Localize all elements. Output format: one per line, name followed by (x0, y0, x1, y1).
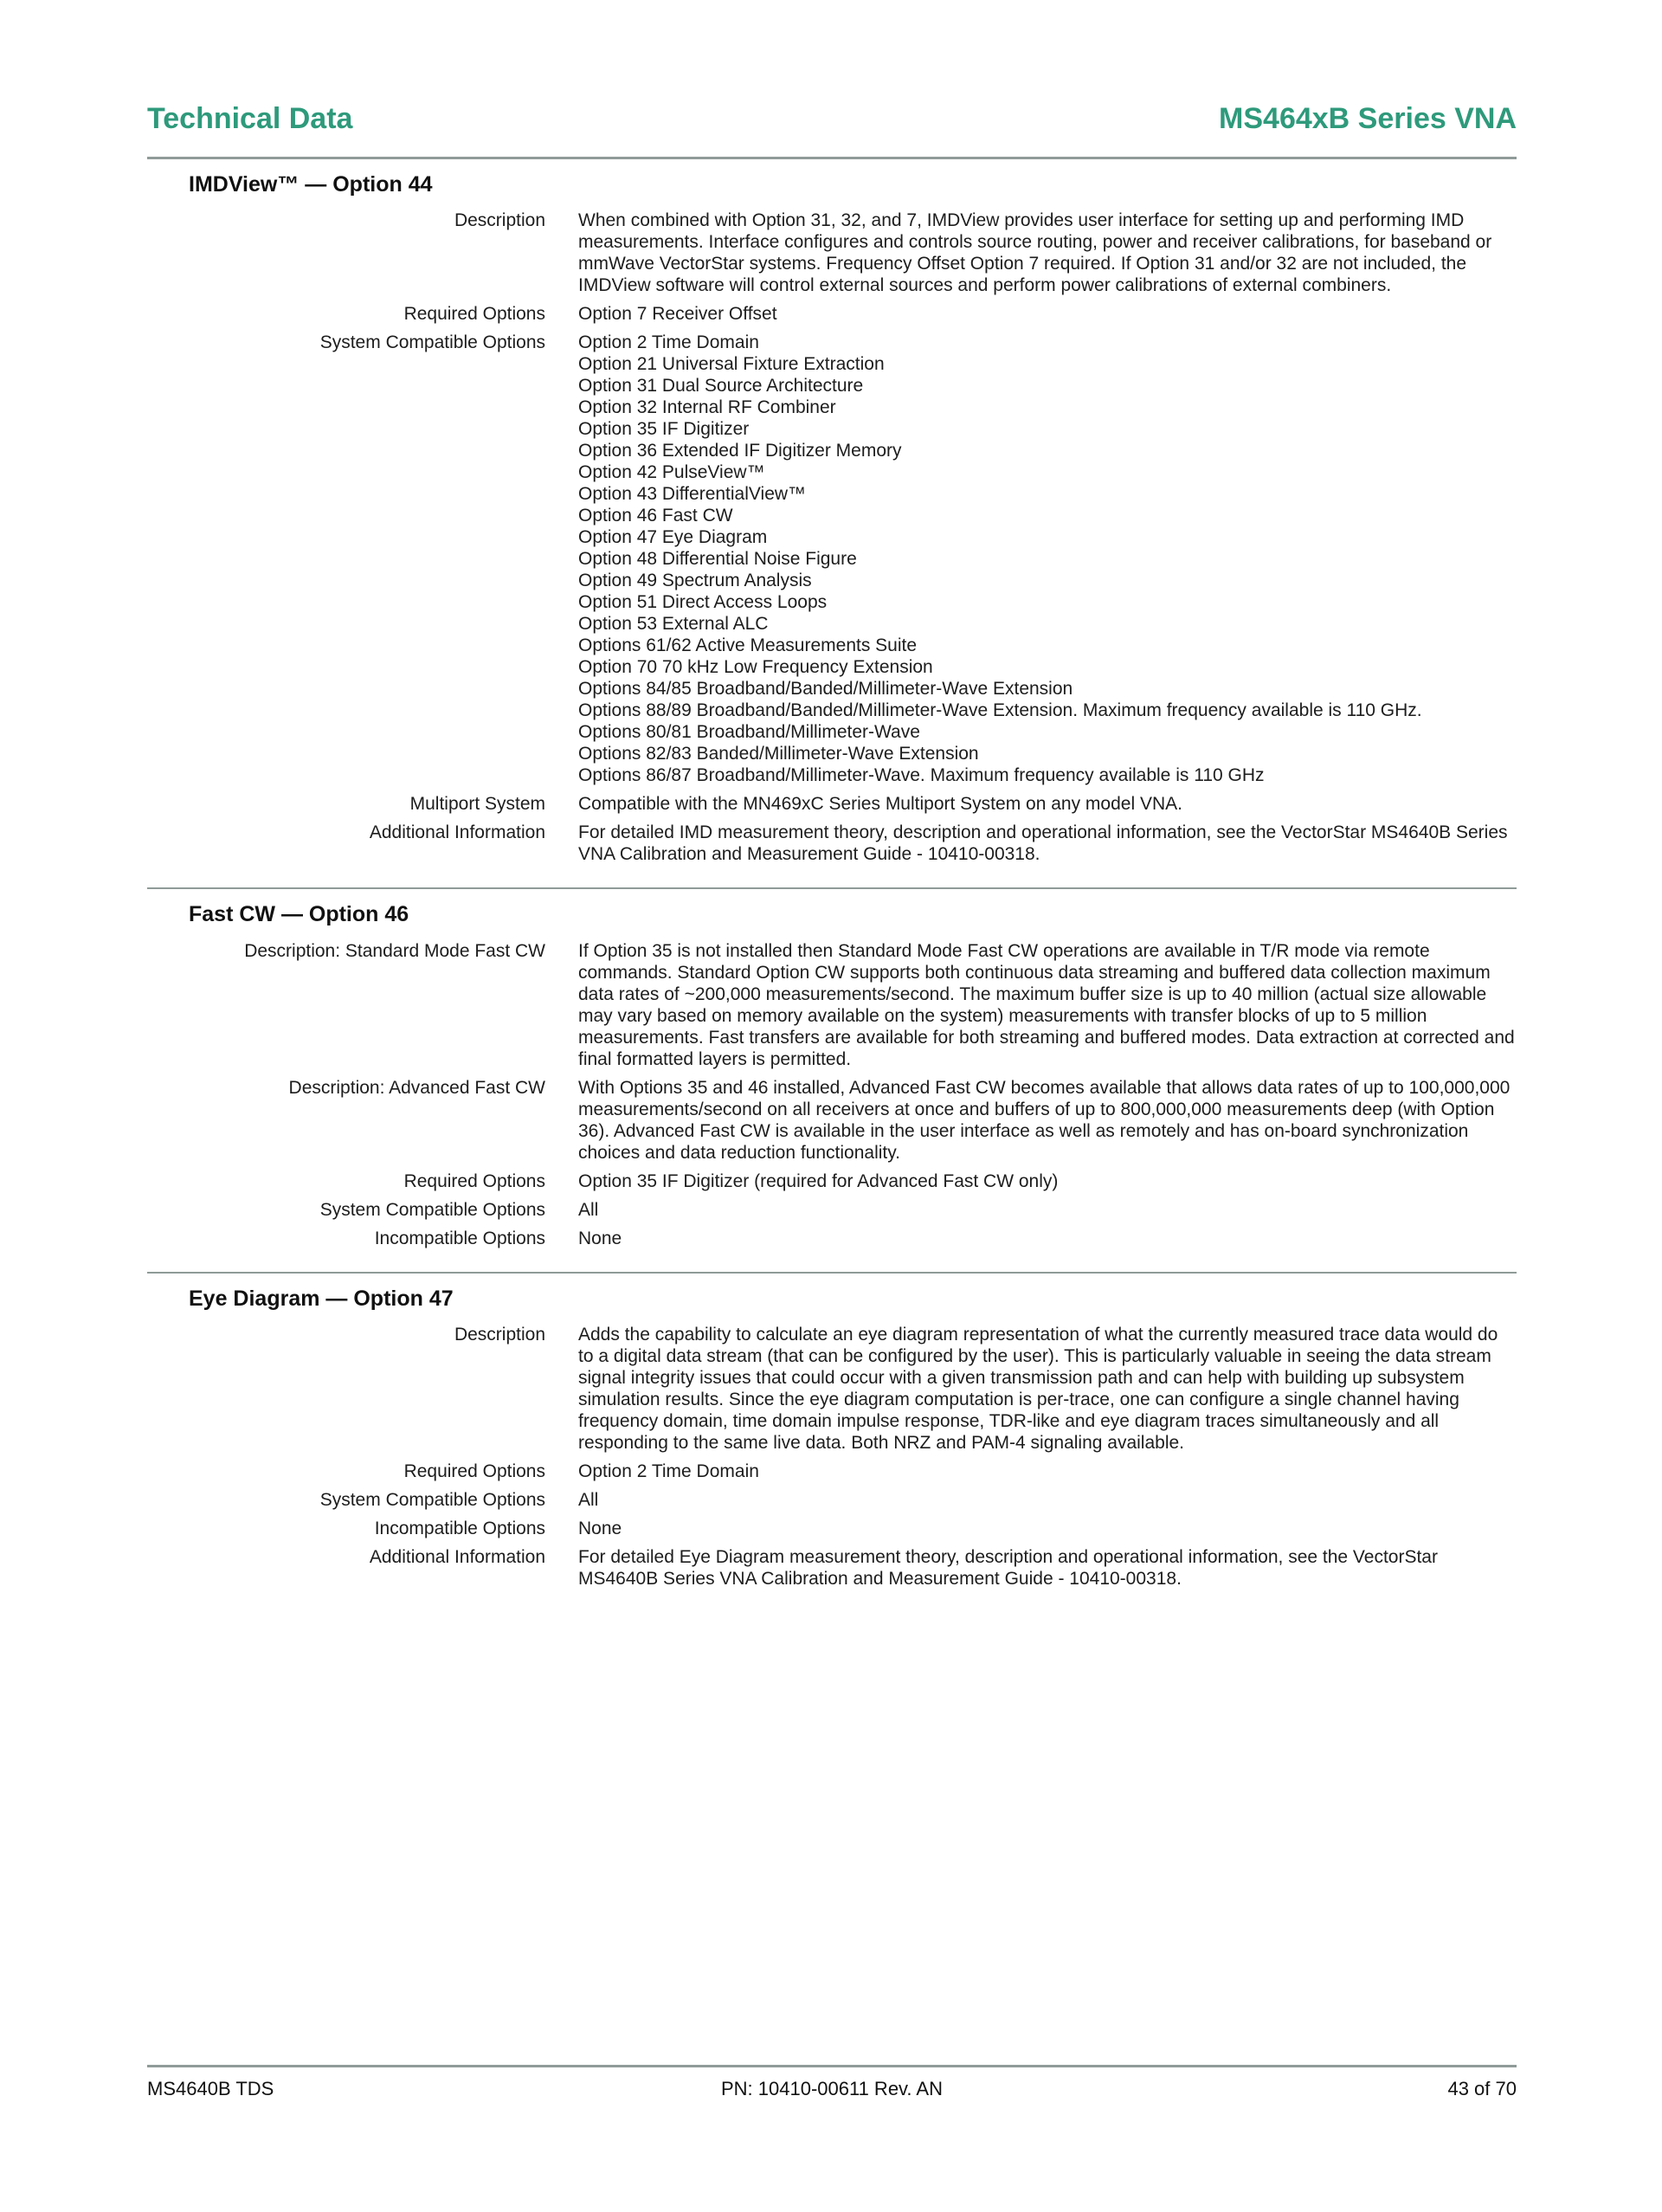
value-line: Compatible with the MN469xC Series Multiport System on any model VNA. (578, 794, 1182, 815)
value-line: Option 35 IF Digitizer (578, 419, 750, 440)
value-line: All (578, 1199, 599, 1220)
page-header (147, 0, 1517, 159)
section-divider (147, 1272, 1517, 1274)
section-imdview-option-44 (147, 171, 1517, 865)
spec-row (147, 822, 1517, 865)
row-value (578, 1170, 1517, 1192)
section-eye-diagram-option-47 (147, 1286, 1517, 1590)
row-value (578, 793, 1517, 815)
spec-row (147, 1199, 1517, 1221)
row-label: Additional Information (369, 822, 545, 843)
spec-row (147, 303, 1517, 325)
footer-part-number: PN: 10410-00611 Rev. AN (720, 2078, 943, 2099)
document-title: Technical Data (147, 102, 353, 135)
row-value (578, 1518, 1517, 1539)
footer-page-number: 43 of 70 (1447, 2078, 1517, 2099)
row-label: Description: Advanced Fast CW (288, 1077, 545, 1098)
page-footer (147, 2065, 1517, 2100)
section-title: Fast CW — Option 46 (189, 902, 409, 927)
row-label: System Compatible Options (319, 1489, 545, 1510)
value-line: Option 31 Dual Source Architecture (578, 376, 864, 397)
value-line: Option 49 Spectrum Analysis (578, 571, 812, 591)
row-value (578, 1324, 1517, 1454)
value-line: All (578, 1489, 599, 1510)
row-label: Incompatible Options (374, 1518, 545, 1538)
value-line: Option 2 Time Domain (578, 1461, 759, 1481)
spec-row (147, 1228, 1517, 1249)
spec-row (147, 1324, 1517, 1454)
value-line: Option 43 DifferentialView™ (578, 484, 807, 505)
value-line: Option 7 Receiver Offset (578, 304, 777, 325)
row-value (578, 210, 1517, 296)
value-line: For detailed IMD measurement theory, description and operational information, see the VectorStar MS4640B Series VNA Calibration and Measurement Guide - 10410-00318. (578, 822, 1508, 865)
row-value (578, 1077, 1517, 1164)
value-line: Option 70 70 kHz Low Frequency Extension (578, 657, 933, 678)
row-value (578, 1461, 1517, 1482)
spec-row (147, 793, 1517, 815)
spec-row (147, 940, 1517, 1070)
value-line: Option 51 Direct Access Loops (578, 592, 828, 613)
row-label: Multiport System (409, 794, 545, 815)
sections-container (147, 171, 1517, 1590)
row-label: Required Options (403, 1461, 545, 1481)
spec-row (147, 1461, 1517, 1482)
row-label: Incompatible Options (374, 1228, 545, 1248)
row-value (578, 940, 1517, 1070)
value-line: Option 36 Extended IF Digitizer Memory (578, 441, 902, 461)
value-line: Options 86/87 Broadband/Millimeter-Wave. Maximum frequency available is 110 GHz (578, 765, 1265, 786)
spec-row (147, 1518, 1517, 1539)
value-line: Option 2 Time Domain (578, 332, 759, 353)
spec-row (147, 210, 1517, 296)
row-label: Description: Standard Mode Fast CW (244, 940, 545, 961)
footer-document-id: MS4640B TDS (147, 2078, 274, 2099)
value-line: When combined with Option 31, 32, and 7, IMDView provides user interface for setting up and performing IMD measurements. Interface configures and controls source routing, power and receiver calibrations, for baseband or mmWave VectorStar systems. Frequency Offset Option 7 required. If Option 31 and/or 32 are not included, the IMDView software will control external sources and perform power calibrations of external combiners. (578, 210, 1492, 296)
spec-row (147, 1170, 1517, 1192)
value-line: None (578, 1228, 622, 1248)
spec-row (147, 1077, 1517, 1164)
row-label: Description (454, 1324, 545, 1345)
value-line: Option 46 Fast CW (578, 506, 733, 526)
value-line: Options 61/62 Active Measurements Suite (578, 635, 918, 656)
value-line: For detailed Eye Diagram measurement theory, description and operational information, see the VectorStar MS4640B Series VNA Calibration and Measurement Guide - 10410-00318. (578, 1546, 1438, 1589)
row-value (578, 1489, 1517, 1511)
value-line: Options 80/81 Broadband/Millimeter-Wave (578, 722, 920, 743)
value-line: Option 53 External ALC (578, 614, 769, 635)
value-line: Options 88/89 Broadband/Banded/Millimeter-Wave Extension. Maximum frequency available is 110 GHz. (578, 700, 1422, 721)
row-label: System Compatible Options (319, 332, 545, 353)
row-value (578, 1546, 1517, 1590)
value-line: Option 42 PulseView™ (578, 462, 765, 483)
product-series-title: MS464xB Series VNA (1219, 102, 1517, 135)
section-title: Eye Diagram — Option 47 (189, 1286, 454, 1311)
row-value (578, 822, 1517, 865)
value-line: With Options 35 and 46 installed, Advanced Fast CW becomes available that allows data rates of up to 100,000,000 measurements/second on all receivers at once and buffers of up to 800,000,000 measurements deep (with Option 36). Advanced Fast CW is available in the user interface as well as remotely and has on-board synchronization choices and data reduction functionality. (578, 1077, 1511, 1163)
spec-row (147, 1546, 1517, 1590)
value-line: Option 32 Internal RF Combiner (578, 397, 836, 418)
row-value (578, 332, 1517, 786)
value-line: Option 21 Universal Fixture Extraction (578, 354, 885, 375)
section-fast-cw-option-46 (147, 901, 1517, 1248)
value-line: Options 82/83 Banded/Millimeter-Wave Extension (578, 744, 979, 764)
value-line: Option 48 Differential Noise Figure (578, 549, 857, 570)
value-line: Option 35 IF Digitizer (required for Advanced Fast CW only) (578, 1170, 1059, 1191)
page-content (147, 0, 1517, 1596)
value-line: If Option 35 is not installed then Standard Mode Fast CW operations are available in T/R mode via remote commands. Standard Option CW supports both continuous data streaming and buffered data collection maximum data rates of ~200,000 measurements/second. The maximum buffer size is up to 40 million (actual size allowable may vary based on memory available on the system) measurements with transfer blocks of up to 5 million measurements. Fast transfers are available for both streaming and buffered modes. Data extraction at corrected and final formatted layers is permitted. (578, 940, 1515, 1069)
row-label: System Compatible Options (319, 1199, 545, 1220)
row-label: Required Options (403, 304, 545, 325)
spec-row (147, 1489, 1517, 1511)
row-value (578, 1228, 1517, 1249)
row-label: Additional Information (369, 1546, 545, 1567)
section-title: IMDView™ — Option 44 (189, 172, 433, 197)
row-label: Description (454, 210, 545, 231)
row-label: Required Options (403, 1170, 545, 1191)
section-divider (147, 887, 1517, 889)
row-value (578, 303, 1517, 325)
value-line: Options 84/85 Broadband/Banded/Millimeter-Wave Extension (578, 679, 1073, 700)
row-value (578, 1199, 1517, 1221)
value-line: Option 47 Eye Diagram (578, 527, 768, 548)
value-line: None (578, 1518, 622, 1538)
spec-row (147, 332, 1517, 786)
value-line: Adds the capability to calculate an eye diagram representation of what the currently measured trace data would do to a digital data stream (that can be configured by the user). This is particularly valuable in seeing the data stream signal integrity issues that could occur with a given transmission path and can help with building up subsystem simulation results. Since the eye diagram computation is per-trace, one can configure a single channel having frequency domain, time domain impulse response, TDR-like and eye diagram traces simultaneously and all responding to the same live data. Both NRZ and PAM-4 signaling available. (578, 1324, 1498, 1453)
